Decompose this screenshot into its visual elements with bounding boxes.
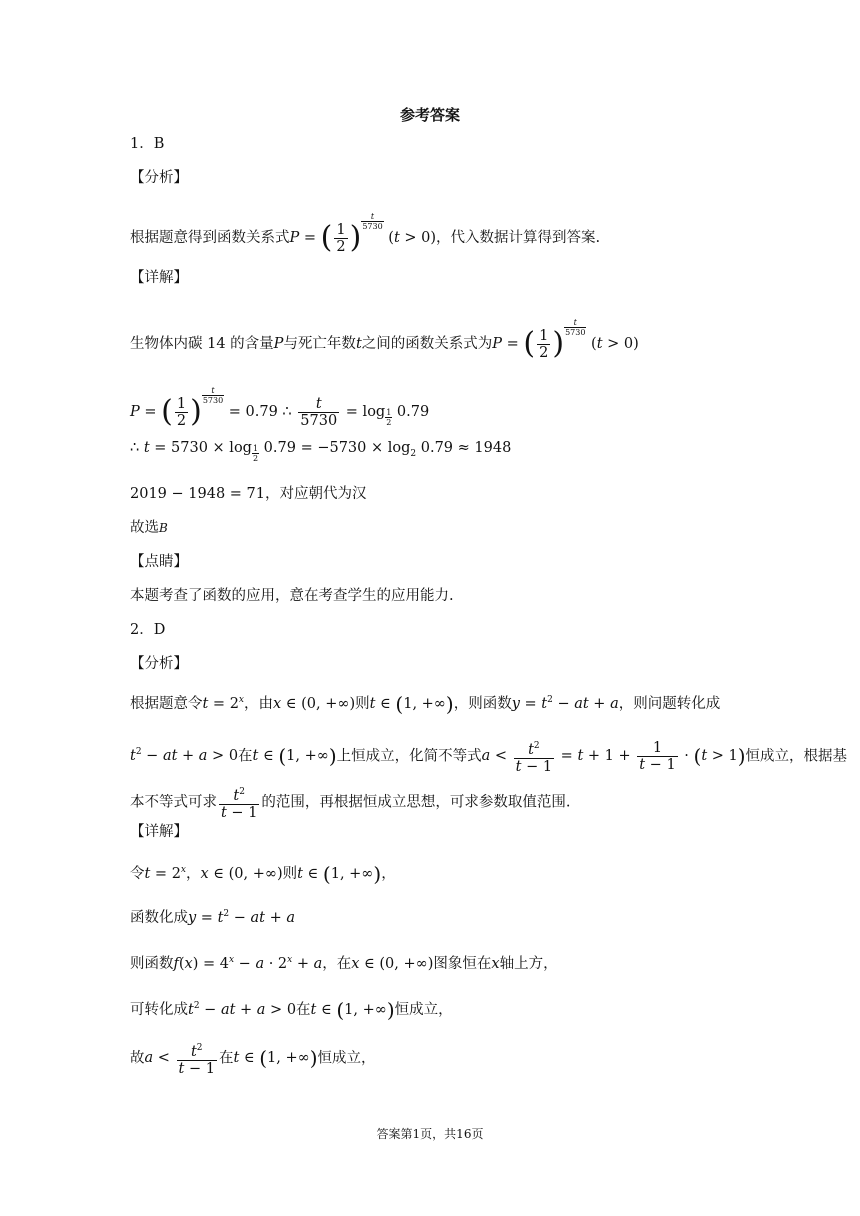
q1-analysis-text: 根据题意得到函数关系式P = ( $\frac{1}{2}$ ) $^{\frac{t}{5730}}$ (t > 0)，代入数据计算得到答案.: [130, 212, 601, 255]
q2-detail-line4: 可转化成$t^2$ − at + a > 0在t ∈ (1, +∞)恒成立，: [130, 997, 453, 1022]
q1-comment: 本题考查了函数的应用，意在考查学生的应用能力.: [130, 588, 454, 604]
q2-detail-line5: 故a < $\frac{t^2}{t - 1}$ 在t ∈ (1, +∞)恒成立，: [130, 1040, 376, 1077]
page-title: 参考答案: [399, 106, 460, 124]
formula-p: P = ( $\frac{1}{2}$ ) $^{\frac{t}{5730}}$ (t > 0): [492, 318, 639, 361]
formula-p: P = ( $\frac{1}{2}$ ) $^{\frac{t}{5730}}$ (t > 0): [289, 212, 437, 255]
q1-detail-line2: P = ( $\frac{1}{2}$ ) $^{\frac{t}{5730}}$ = 0.79 ∴ $\frac{t}{5730}$ = log $_{\frac{1}{2}}$ 0.79: [130, 386, 430, 429]
q1-detail-tag: 【详解】: [130, 270, 188, 286]
q1-comment-tag: 【点睛】: [130, 554, 188, 570]
q2-detail-line1: 令$t = 2^x$，x ∈ (0, +∞)则t ∈ (1, +∞)，: [130, 861, 396, 886]
q2-answer: 2．D: [130, 622, 166, 638]
q2-detail-line3: 则函数$f(x) = 4^x - a \cdot 2^x + a$，在x ∈ (0, +∞)图象恒在x轴上方，: [130, 955, 558, 972]
q1-answer: 1．B: [130, 136, 165, 152]
page-footer: 答案第1页，共16页: [376, 1127, 484, 1141]
q1-choose: 故选B: [130, 520, 168, 536]
q2-analysis-line2: $t^2$ − at + a > 0在t ∈ (1, +∞)上恒成立，化简不等式a < $\frac{t^2}{t - 1}$ = t + 1 + $\frac{1}{t - 1}$ · (t > 1)恒成立，根据基: [130, 739, 848, 775]
q1-analysis-tag: 【分析】: [130, 170, 188, 186]
q1-detail-line4: 2019 − 1948 = 71，对应朝代为汉: [130, 486, 367, 502]
q1-detail-line3: ∴ t = 5730 × log $_{\frac{1}{2}}$ $0.79 = -5730 \times \log_2 0.79 \approx 1948$: [130, 440, 512, 463]
q2-analysis-line3: 本不等式可求 $\frac{t^2}{t - 1}$ 的范围，再根据恒成立思想，可求参数取值范围.: [130, 784, 571, 821]
q2-detail-tag: 【详解】: [130, 824, 188, 840]
q2-detail-line2: 函数化成$y = t^2$ − at + a: [130, 909, 296, 926]
q2-analysis-tag: 【分析】: [130, 656, 188, 672]
q2-analysis-line1: 根据题意令$t = 2^x$，由x ∈ (0, +∞)则t ∈ (1, +∞)，则函数$y = t^2$ − at + a，则问题转化成: [130, 691, 721, 716]
q1-detail-line1: 生物体内碳 14 的含量P与死亡年数t之间的函数关系式为P = ( $\frac{1}{2}$ ) $^{\frac{t}{5730}}$ (t > 0): [130, 318, 639, 361]
